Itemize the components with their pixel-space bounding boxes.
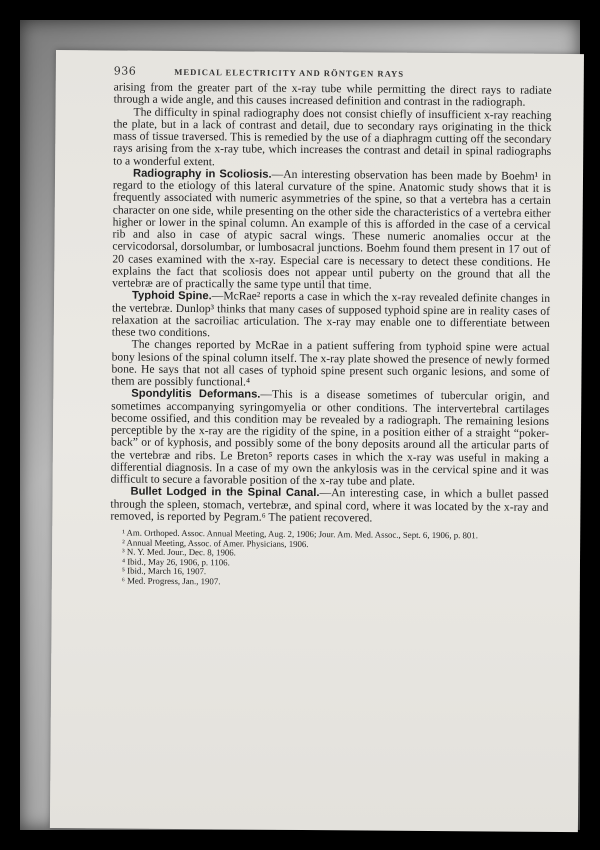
paragraph-text: —An interesting observation has been made by Boehm¹ in regard to the etiology of this lateral curvature of the spine. Anatomic study shows that it is frequently associated with numeric asymmetries of the spine, so that a vertebra has a certain character on one side, while presenting on the other side the characteristics of a vertebra either higher or lower in the spinal column. An example of this is afforded in the case of a cervical rib and also in case of atypic sacral wings. These numeric anomalies occur at the cervicodorsal, dorsolumbar, or lumbosacral junctions. Boehm found them present in 17 out of 20 cases examined with the x-ray. Especial care is necessary to detect these conditions. He explains the fact that scoliosis does not appear until puberty on the ground that all the vertebræ are of practically the same type until that time. <box>112 167 552 292</box>
footnote: ² Annual Meeting, Assoc. of Amer. Physicians, 1906. <box>122 537 309 549</box>
section-heading: Bullet Lodged in the Spinal Canal. <box>130 485 320 500</box>
page-content <box>110 64 552 589</box>
footnote: ¹ Am. Orthoped. Assoc. Annual Meeting, Aug. 2, 1906; Jour. Am. Med. Assoc., Sept. 6, 1906, p. 801. <box>122 527 478 541</box>
section-paragraph <box>112 290 550 342</box>
paragraph-text: —This is a disease sometimes of tubercular origin, and sometimes accompanying syringomyelia or other conditions. The intervertebral cartilages become ossified, and this condition may be revealed by a radiograph. The remaining lesions perceptible by the x-ray are the rigidity of the spine, in a position either of a straight “poker-back” or of kyphosis, and possibly some of the bony deposits around all the articular parts of the vertebræ and ribs. Le Breton⁵ reports cases in which the x-ray was useful in making a differential diagnosis. In a case of my own the ankylosis was in the cervical spine and it was difficult to secure a favorable position of the x-ray tube and plate. <box>110 387 550 488</box>
section-paragraph <box>110 486 548 526</box>
paragraph-text: The changes reported by McRae in a patient suffering from typhoid spine were actual bony lesions of the spinal column itself. The x-ray plate showed the presence of newly formed bone. He says that not all cases of typhoid spine present such organic lesions, and some of them are possibly functional.⁴ <box>111 337 550 389</box>
paragraph-text: The difficulty in spinal radiography does not consist chiefly of insufficient x-ray reaching the plate, but in a lack of contrast and detail, due to secondary rays originating in the thick mass of tissue traversed. This is remedied by the use of a diaphragm cutting off the secondary rays arising from the x-ray tube, which increases the contrast and detail in spinal radiographs to a wonderful extent. <box>113 105 552 168</box>
section-paragraph <box>111 388 550 489</box>
page-number: 936 <box>113 64 137 78</box>
photo-frame <box>20 20 580 830</box>
paragraph <box>111 339 549 391</box>
section-heading: Typhoid Spine. <box>132 289 212 303</box>
running-title: MEDICAL ELECTRICITY AND RÖNTGEN RAYS <box>174 66 405 79</box>
section-heading: Spondylitis Deformans. <box>131 387 261 401</box>
section-paragraph <box>112 167 551 293</box>
footnotes <box>110 528 548 589</box>
footnote: ⁶ Med. Progress, Jan., 1907. <box>121 575 221 587</box>
book-page <box>50 50 584 832</box>
footnote: ³ N. Y. Med. Jour., Dec. 8, 1906. <box>122 546 236 558</box>
paragraph-text: —An interesting case, in which a bullet passed through the spleen, stomach, vertebræ, and spinal cord, where it was located by the x-ray and removed, is reported by Pegram.⁶ The patient recovered. <box>110 486 549 525</box>
footnote: ⁵ Ibid., March 16, 1907. <box>121 565 207 577</box>
paragraph-text: arising from the greater part of the x-ray tube while permitting the direct rays to radiate through a wide angle, and this causes increased definition and contrast in the radiograph. <box>113 80 552 109</box>
section-heading: Radiography in Scoliosis. <box>132 167 272 181</box>
paragraph <box>113 106 551 171</box>
footnote: ⁴ Ibid., May 26, 1906, p. 1106. <box>121 556 230 568</box>
paragraph-text: —McRae² reports a case in which the x-ray revealed definite changes in the vertebræ. Dunlop³ thinks that many cases of supposed typhoid spine are in reality cases of relaxation at the sacroiliac articulation. The x-ray may enable one to differentiate between these two conditions. <box>111 289 551 340</box>
running-header <box>114 64 552 80</box>
